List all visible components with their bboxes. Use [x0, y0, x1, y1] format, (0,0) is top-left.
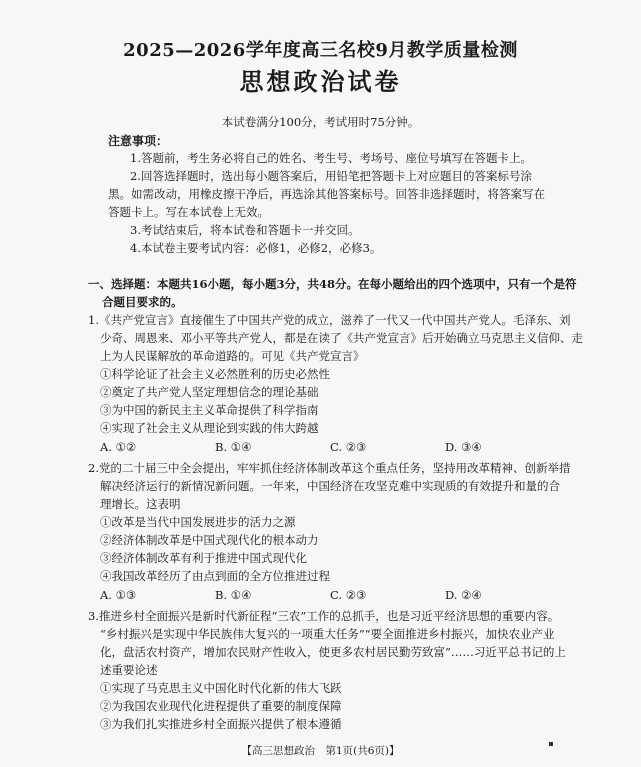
notice-line: 4.本试卷主要考试内容：必修1，必修2，必修3。: [130, 241, 382, 255]
question-item: ③为中国的新民主主义革命提供了科学指南: [100, 403, 319, 417]
option-d: D. ②④: [445, 588, 482, 602]
question-stem: 上为人民谋解放的革命道路的。可见《共产党宣言》: [100, 349, 365, 363]
notice-heading: 注意事项：: [108, 134, 169, 148]
question-item: ②为我国农业现代化进程提供了重要的制度保障: [100, 699, 342, 713]
option-c: C. ②③: [330, 440, 367, 454]
question-item: ②奠定了共产党人坚定理想信念的理论基础: [100, 385, 319, 399]
question-item: ④我国改革经历了由点到面的全方位推进过程: [100, 569, 330, 583]
notice-line: 黑。如需改动，用橡皮擦干净后，再选涂其他答案标号。回答非选择题时，将答案写在: [108, 187, 545, 201]
notice-line: 3.考试结束后，将本试卷和答题卡一并交回。: [130, 223, 360, 237]
question-stem: 1.《共产党宣言》直接催生了中国共产党的成立，滋养了一代又一代中国共产党人。毛泽东、刘: [88, 313, 571, 327]
question-item: ②经济体制改革是中国式现代化的根本动力: [100, 533, 319, 547]
question-item: ③经济体制改革有利于推进中国式现代化: [100, 551, 307, 565]
question-item: ③为我们扎实推进乡村全面振兴提供了根本遵循: [100, 717, 342, 731]
question-item: ①科学论证了社会主义必然胜利的历史必然性: [100, 367, 330, 381]
option-c: C. ②③: [330, 588, 367, 602]
question-stem: 解决经济运行的新情况新问题。一年来，中国经济在攻坚克难中实现质的有效提升和量的合: [100, 479, 560, 493]
question-item: ①实现了马克思主义中国化时代化新的伟大飞跃: [100, 681, 342, 695]
exam-info: 本试卷满分100分，考试用时75分钟。: [221, 115, 420, 129]
page-footer: 【高三思想政治 第1页(共6页)】: [241, 745, 400, 757]
question-stem: 化，盘活农村资产，增加农民财产性收入，使更多农村居民勤劳致富”……习近平总书记的上: [100, 645, 566, 659]
question-stem: 少奇、周恩来、邓小平等共产党人，都是在读了《共产党宣言》后开始确立马克思主义信仰、走: [100, 331, 583, 345]
scan-mark: [549, 742, 553, 746]
option-b: B. ①④: [215, 588, 252, 602]
question-stem: 述重要论述: [100, 663, 158, 677]
section-heading: 一、选择题：本题共16小题，每小题3分，共48分。在每小题给出的四个选项中，只有一个是符: [88, 277, 577, 291]
exam-title-line1: 2025—2026学年度高三名校9月教学质量检测: [123, 40, 518, 61]
notice-line: 2.回答选择题时，选出每小题答案后，用铅笔把答题卡上对应题目的答案标号涂: [130, 169, 532, 183]
section-heading-cont: 合题目要求的。: [102, 295, 183, 309]
notice-line: 1.答题前，考生务必将自己的姓名、考生号、考场号、座位号填写在答题卡上。: [130, 151, 532, 165]
question-item: ④实现了社会主义从理论到实践的伟大跨越: [100, 421, 319, 435]
question-stem: “乡村振兴是实现中华民族伟大复兴的一项重大任务”“要全面推进乡村振兴，加快农业产业: [100, 627, 555, 641]
exam-title-subject: 思想政治试卷: [239, 67, 402, 96]
option-d: D. ③④: [445, 440, 482, 454]
notice-line: 答题卡上。写在本试卷上无效。: [108, 205, 269, 219]
question-stem: 理增长。这表明: [100, 497, 181, 511]
option-a: A. ①②: [100, 440, 137, 454]
question-stem: 2.党的二十届三中全会提出，牢牢抓住经济体制改革这个重点任务，坚持用改革精神、创新举措: [88, 461, 571, 475]
option-a: A. ①③: [100, 588, 137, 602]
option-b: B. ①④: [215, 440, 252, 454]
question-stem: 3.推进乡村全面振兴是新时代新征程“三农”工作的总抓手，也是习近平经济思想的重要内容。: [88, 609, 560, 623]
question-item: ①改革是当代中国发展进步的活力之源: [100, 515, 296, 529]
